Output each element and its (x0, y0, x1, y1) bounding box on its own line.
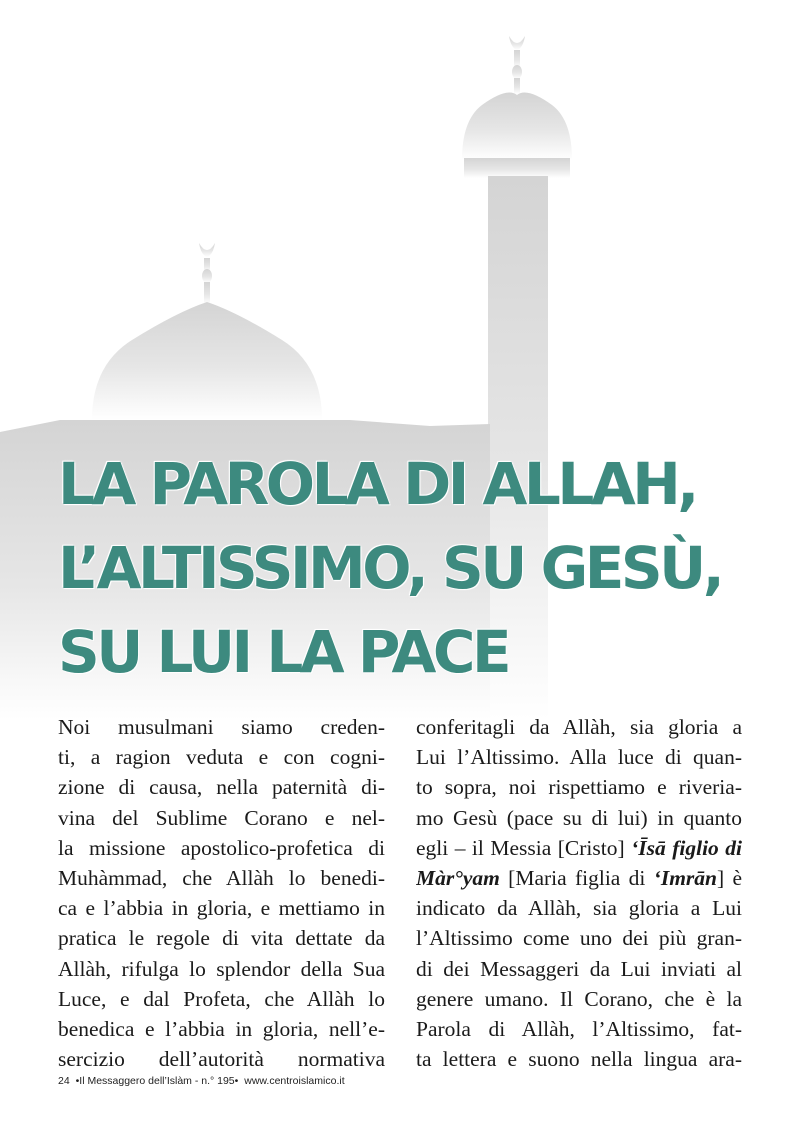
text-line: ta lettera e suono nella lingua ara- (416, 1047, 742, 1072)
text-line: sercizio dell’autorità normativa (58, 1047, 385, 1072)
text-line: pratica le regole di vita dettate da (58, 926, 385, 951)
text-line: la missione apostolico-profetica di (58, 835, 385, 860)
article-title (58, 442, 721, 694)
dome-crescent-icon (199, 243, 215, 257)
text-line: benedica e l’abbia in gloria, nell’e- (58, 1016, 385, 1041)
text-line: Lui l’Altissimo. Alla luce di quan- (416, 745, 742, 770)
minaret-crescent-icon (509, 36, 525, 50)
text-line: Allàh, rifulga lo splendor della Sua (58, 956, 385, 981)
page-footer (58, 1075, 348, 1087)
transliterated-name: ‘Imrān (653, 865, 717, 890)
text-segment: egli – il Messia [Cristo] (416, 835, 632, 860)
magazine-name: •Il Messaggero dell’Islàm - n.° 195• (75, 1075, 239, 1087)
minaret-dome (462, 93, 572, 160)
minaret-balcony (464, 158, 570, 178)
text-line: mo Gesù (pace su di lui) in quanto (416, 805, 742, 830)
text-line: Muhàmmad, che Allàh lo benedi- (58, 865, 385, 890)
text-segment: ] è (717, 865, 742, 890)
text-line: zione di causa, nella paternità di- (58, 775, 385, 800)
page-number: 24 (58, 1075, 70, 1087)
transliterated-name: Màr°yam (416, 865, 500, 890)
title-line: L’ALTISSIMO, SU GESÙ, (58, 534, 722, 602)
body-column-right (416, 712, 742, 1074)
text-line: vina del Sublime Corano e nel- (58, 805, 385, 830)
text-line: conferitagli da Allàh, sia gloria a (416, 715, 742, 739)
text-line: genere umano. Il Corano, che è la (416, 986, 742, 1011)
transliterated-name: ‘Īsā figlio di (631, 835, 742, 860)
text-line: Noi musulmani siamo creden- (58, 715, 385, 739)
title-line: SU LUI LA PACE (58, 618, 509, 686)
text-line: indicato da Allàh, sia gloria a Lui (416, 896, 742, 921)
text-line (416, 833, 742, 863)
body-column-left (58, 712, 385, 1074)
text-line: to sopra, noi rispettiamo e riveria- (416, 775, 742, 800)
text-line: di dei Messaggeri da Lui inviati al (416, 956, 742, 981)
website-link[interactable]: www.centroislamico.it (244, 1075, 345, 1087)
main-dome (92, 302, 322, 420)
title-line: LA PAROLA DI ALLAH, (58, 450, 696, 518)
text-line: l’Altissimo come uno dei più gran- (416, 926, 742, 951)
text-line: ca e l’abbia in gloria, e mettiamo in (58, 896, 385, 921)
text-line: Luce, e dal Profeta, che Allàh lo (58, 986, 385, 1011)
text-line: ti, a ragion veduta e con cogni- (58, 745, 385, 770)
text-segment: [Maria figlia di (499, 865, 654, 890)
text-line: Parola di Allàh, l’Altissimo, fat- (416, 1016, 742, 1041)
text-line (416, 863, 742, 893)
